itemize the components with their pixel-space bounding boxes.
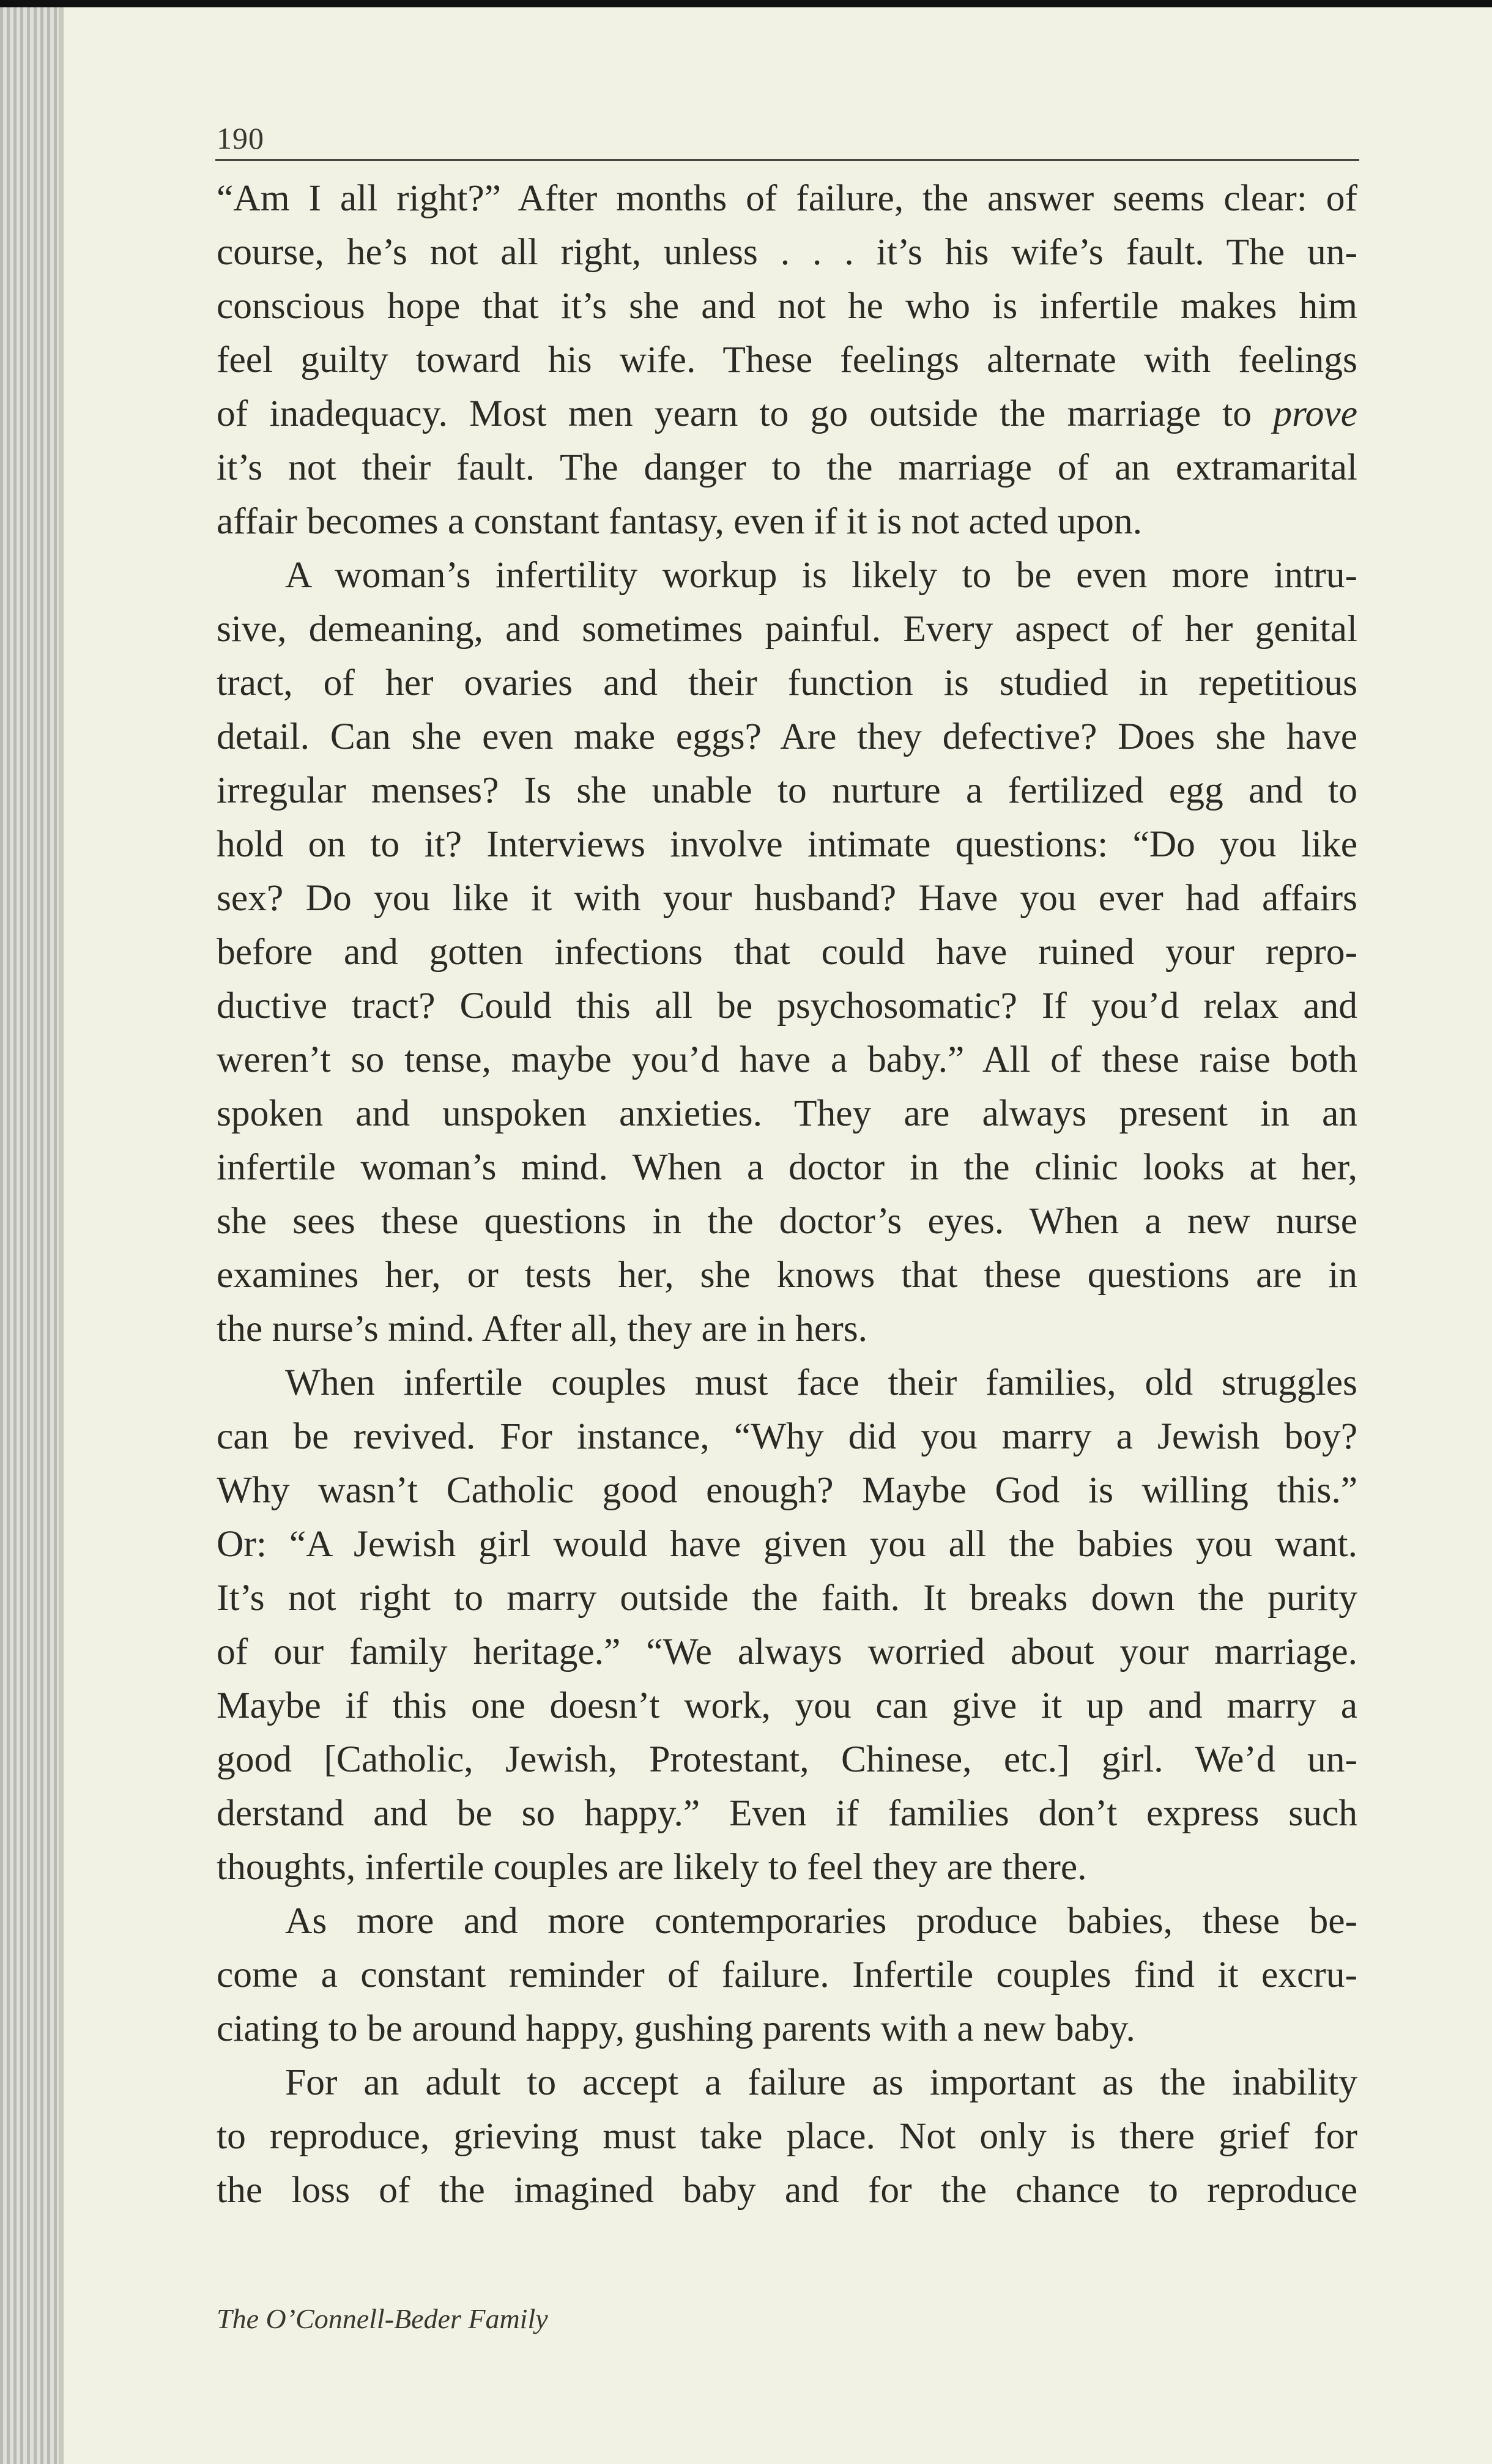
text-line: before and gotten infections that could have ruined your repro- [217, 931, 1357, 973]
text-line: to reproduce, grieving must take place. Not only is there grief for [217, 2115, 1357, 2157]
text-line: can be revived. For instance, “Why did you marry a Jewish boy? [217, 1416, 1357, 1457]
text-line: thoughts, infertile couples are likely to feel they are there. [217, 1846, 1087, 1888]
text-line: sex? Do you like it with your husband? Have you ever had affairs [217, 877, 1357, 919]
text-line: feel guilty toward his wife. These feelings alternate with feelings [217, 339, 1357, 380]
book-page [64, 7, 1492, 2464]
text-line: detail. Can she even make eggs? Are they defective? Does she have [217, 716, 1357, 757]
book-page-edges [0, 7, 64, 2464]
text-line: the nurse’s mind. After all, they are in hers. [217, 1308, 867, 1349]
text-line: When infertile couples must face their families, old struggles [285, 1362, 1357, 1403]
paragraph [217, 548, 1357, 1356]
paragraph [217, 2055, 1357, 2217]
running-footer: The O’Connell-Beder Family [217, 2303, 548, 2334]
text-line: of our family heritage.” “We always worried about your marriage. [217, 1631, 1357, 1672]
text-line: ciating to be around happy, gushing parents with a new baby. [217, 2008, 1135, 2049]
text-line: ductive tract? Could this all be psychosomatic? If you’d relax and [217, 985, 1357, 1026]
text-line: “Am I all right?” After months of failure, the answer seems clear: of [217, 177, 1357, 219]
text-line: A woman’s infertility workup is likely to be even more intru- [285, 554, 1357, 596]
text-line: conscious hope that it’s she and not he who is infertile makes him [217, 285, 1357, 327]
paragraph [217, 1356, 1357, 1894]
text-line: weren’t so tense, maybe you’d have a baby.” All of these raise both [217, 1039, 1357, 1080]
text-line: Why wasn’t Catholic good enough? Maybe God is willing this.” [217, 1469, 1357, 1511]
text-line: she sees these questions in the doctor’s eyes. When a new nurse [217, 1200, 1357, 1242]
text-line: For an adult to accept a failure as important as the inability [285, 2061, 1357, 2103]
scan-top-border [0, 0, 1492, 7]
paragraph [217, 171, 1357, 548]
body-text [217, 171, 1357, 2217]
header-rule [215, 159, 1359, 161]
text-line: It’s not right to marry outside the faith. It breaks down the purity [217, 1577, 1357, 1619]
paragraph [217, 1894, 1357, 2055]
text-line: As more and more contemporaries produce babies, these be- [285, 1900, 1357, 1942]
page-number: 190 [217, 121, 264, 155]
text-line: tract, of her ovaries and their function is studied in repetitious [217, 662, 1357, 703]
text-line: irregular menses? Is she unable to nurture a fertilized egg and to [217, 770, 1357, 811]
text-line: spoken and unspoken anxieties. They are always present in an [217, 1093, 1357, 1134]
text-line: of inadequacy. Most men yearn to go outside the marriage to prove [217, 393, 1357, 434]
text-line: derstand and be so happy.” Even if families don’t express such [217, 1792, 1357, 1834]
text-line: Or: “A Jewish girl would have given you all the babies you want. [217, 1523, 1357, 1565]
text-line: come a constant reminder of failure. Infertile couples find it excru- [217, 1954, 1357, 1995]
text-line: hold on to it? Interviews involve intimate questions: “Do you like [217, 823, 1357, 865]
text-line: the loss of the imagined baby and for the chance to reproduce [217, 2169, 1357, 2211]
text-line: Maybe if this one doesn’t work, you can give it up and marry a [217, 1685, 1357, 1726]
text-line: course, he’s not all right, unless . . . it’s his wife’s fault. The un- [217, 231, 1357, 273]
text-line: affair becomes a constant fantasy, even if it is not acted upon. [217, 500, 1143, 542]
emphasis: prove [1273, 393, 1357, 434]
text-line: it’s not their fault. The danger to the marriage of an extramarital [217, 447, 1357, 488]
text-line: good [Catholic, Jewish, Protestant, Chinese, etc.] girl. We’d un- [217, 1739, 1357, 1780]
text-line: infertile woman’s mind. When a doctor in the clinic looks at her, [217, 1146, 1357, 1188]
text-line: examines her, or tests her, she knows that these questions are in [217, 1254, 1357, 1296]
text-line: sive, demeaning, and sometimes painful. Every aspect of her genital [217, 608, 1357, 650]
